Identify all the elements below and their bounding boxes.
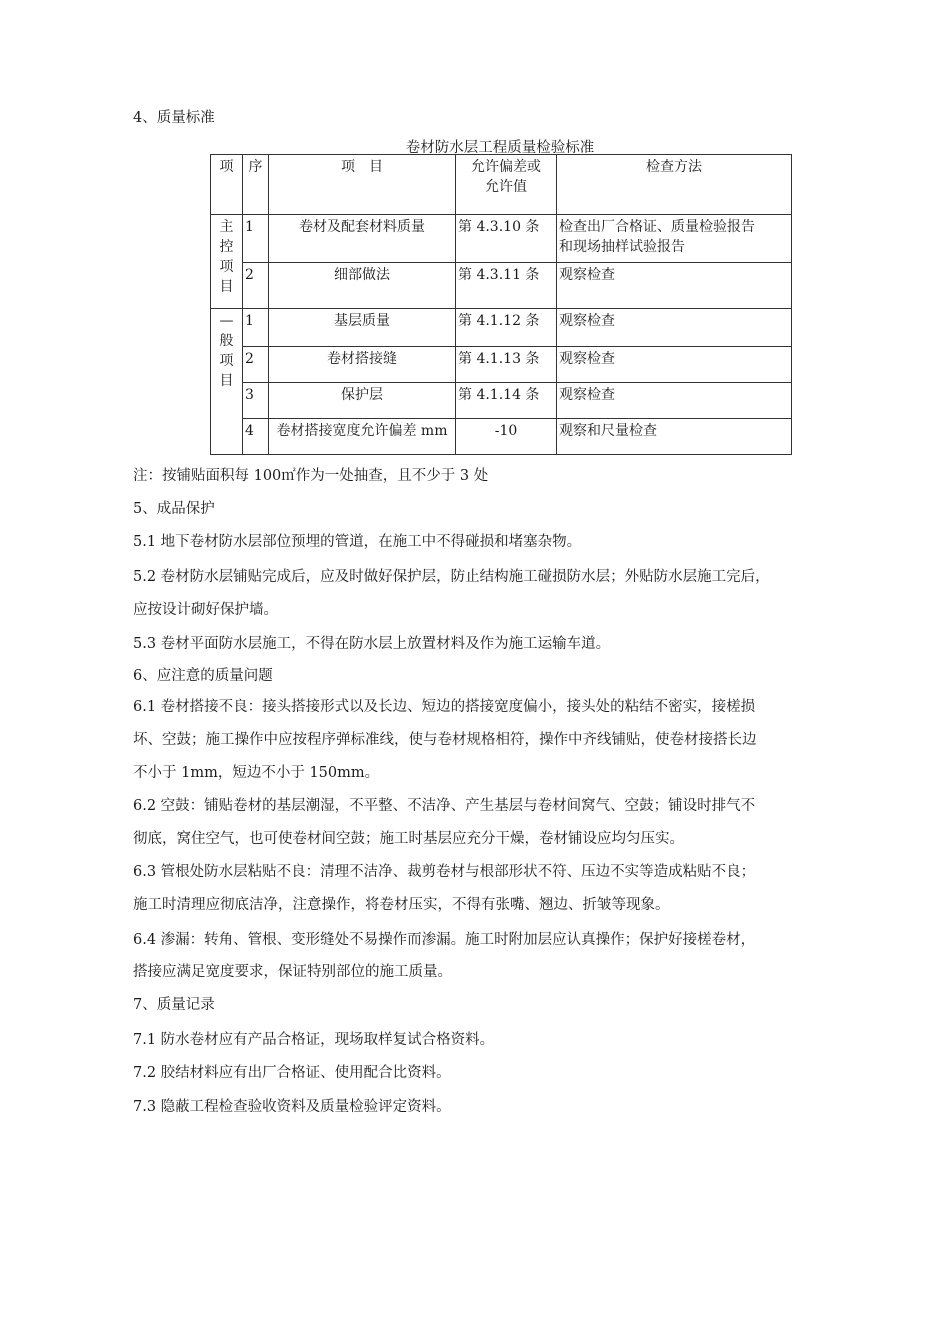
row-tolerance: 第 4.3.10 条 [456,215,557,263]
group-char: 目 [219,279,234,295]
paragraph-5-1: 5.1 地下卷材防水层部位预埋的管道，在施工中不得碰损和堵塞杂物。 [133,534,582,550]
table-row [211,309,792,347]
header-tolerance-line1: 允许偏差或 [471,159,541,175]
general-group-label [211,309,243,455]
table-note: 注：按铺贴面积每 100㎡作为一处抽查，且不少于 3 处 [133,468,489,484]
row-method-line1: 检查出厂合格证、质量检验报告 [559,219,755,235]
paragraph-5-2-line2: 应按设计砌好保护墙。 [133,602,278,618]
row-item: 基层质量 [269,309,456,347]
row-seq: 1 [243,309,269,347]
row-item: 卷材搭接缝 [269,347,456,383]
section-7-heading: 7、质量记录 [133,997,215,1013]
main-group-label [211,215,243,309]
row-method: 观察和尺量检查 [557,419,792,455]
group-char: 主 [219,219,234,235]
table-row [211,383,792,419]
row-tolerance: 第 4.1.12 条 [456,309,557,347]
paragraph-5-3: 5.3 卷材平面防水层施工，不得在防水层上放置材料及作为施工运输车道。 [133,636,611,652]
row-method: 观察检查 [557,347,792,383]
row-method-line2: 和现场抽样试验报告 [559,239,685,255]
row-method [557,215,792,263]
paragraph-6-3-line2: 施工时清理应彻底洁净，注意操作，将卷材压实，不得有张嘴、翘边、折皱等现象。 [133,897,670,913]
paragraph-6-2-line2: 彻底，窝住空气，也可使卷材间空鼓；施工时基层应充分干燥，卷材铺设应均匀压实。 [133,831,684,847]
table-row [211,347,792,383]
group-char: — [219,313,234,329]
quality-standard-table [210,154,792,455]
row-tolerance: 第 4.1.14 条 [456,383,557,419]
row-seq: 2 [243,347,269,383]
paragraph-7-2: 7.2 胶结材料应有出厂合格证、使用配合比资料。 [133,1065,451,1081]
row-item: 卷材及配套材料质量 [269,215,456,263]
header-method: 检查方法 [557,155,792,215]
paragraph-7-3: 7.3 隐蔽工程检查验收资料及质量检验评定资料。 [133,1099,451,1115]
header-tolerance-line2: 允许值 [485,179,527,195]
paragraph-6-1-line1: 6.1 卷材搭接不良：接头搭接形式以及长边、短边的搭接宽度偏小，接头处的粘结不密实，接槎损 [133,699,756,715]
group-char: 目 [219,373,234,389]
row-seq: 2 [243,263,269,309]
header-seq: 序 [243,155,269,215]
table-row [211,419,792,455]
row-seq: 4 [243,419,269,455]
row-item: 卷材搭接宽度允许偏差 mm [269,419,456,455]
row-item: 保护层 [269,383,456,419]
row-method: 观察检查 [557,309,792,347]
row-seq: 3 [243,383,269,419]
row-tolerance: -10 [456,419,557,455]
header-item: 项 目 [269,155,456,215]
header-category: 项 [211,155,243,215]
paragraph-7-1: 7.1 防水卷材应有产品合格证，现场取样复试合格资料。 [133,1032,495,1048]
group-char: 项 [219,259,234,275]
section-4-heading: 4、质量标准 [133,110,215,126]
row-seq: 1 [243,215,269,263]
paragraph-6-4-line1: 6.4 渗漏：转角、管根、变形缝处不易操作而渗漏。施工时附加层应认真操作；保护好接槎卷材， [133,932,756,948]
section-5-heading: 5、成品保护 [133,501,215,517]
table-row [211,263,792,309]
row-method: 观察检查 [557,263,792,309]
table-header-row [211,155,792,215]
row-tolerance: 第 4.3.11 条 [456,263,557,309]
section-6-heading: 6、应注意的质量问题 [133,668,273,684]
group-char: 项 [219,353,234,369]
row-item: 细部做法 [269,263,456,309]
row-tolerance: 第 4.1.13 条 [456,347,557,383]
table-caption: 卷材防水层工程质量检验标准 [405,140,595,156]
row-method: 观察检查 [557,383,792,419]
paragraph-6-1-line2: 坏、空鼓；施工操作中应按程序弹标准线，使与卷材规格相符，操作中齐线铺贴，使卷材接搭长边 [133,732,757,748]
paragraph-6-3-line1: 6.3 管根处防水层粘贴不良：清理不洁净、裁剪卷材与根部形状不符、压边不实等造成粘贴不良； [133,864,756,880]
paragraph-5-2-line1: 5.2 卷材防水层铺贴完成后，应及时做好保护层，防止结构施工碰损防水层；外贴防水层施工完后， [133,569,770,585]
header-tolerance [456,155,557,215]
paragraph-6-1-line3: 不小于 1mm，短边不小于 150mm。 [133,765,380,781]
paragraph-6-2-line1: 6.2 空鼓：铺贴卷材的基层潮湿，不平整、不洁净、产生基层与卷材间窝气、空鼓；铺设时排气不 [133,798,756,814]
group-char: 般 [219,333,234,349]
table-row [211,215,792,263]
group-char: 控 [219,239,234,255]
paragraph-6-4-line2: 搭接应满足宽度要求，保证特别部位的施工质量。 [133,964,452,980]
